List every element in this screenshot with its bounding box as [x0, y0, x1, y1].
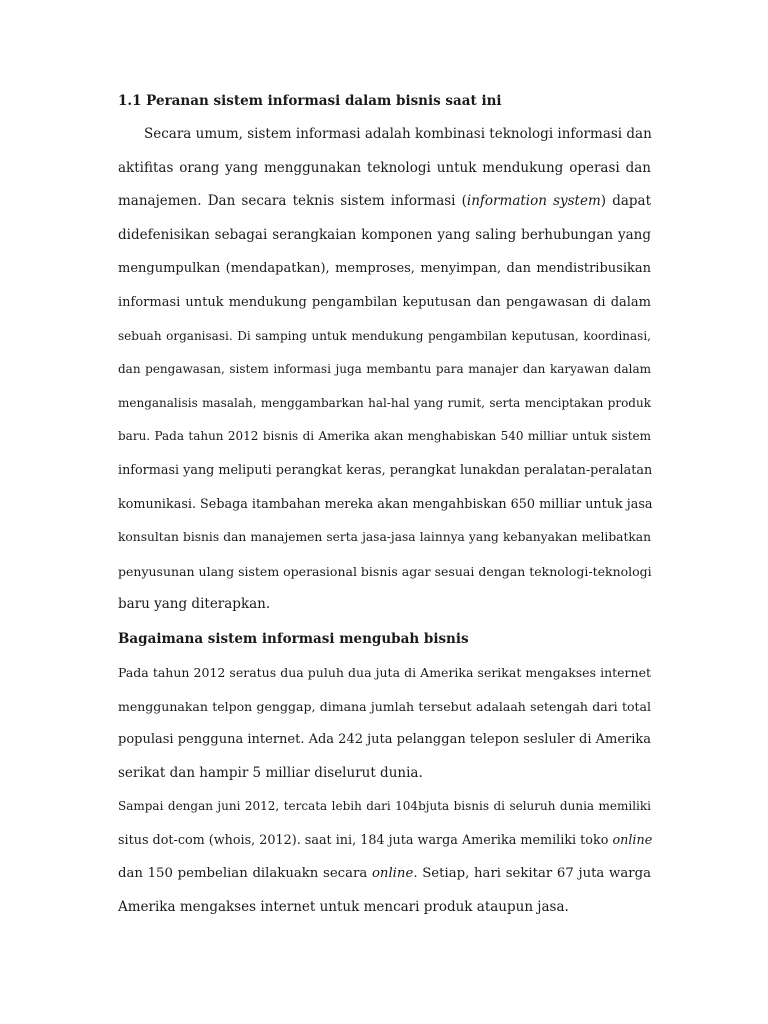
text-line: [118, 857, 651, 891]
text-run: ) dapat: [600, 193, 652, 210]
section-heading-bagaimana: Bagaimana sistem informasi mengubah bisnis: [118, 630, 469, 647]
text-line: populasi pengguna internet. Ada 242 juta pelanggan telepon sesluler di Amerika: [118, 732, 652, 748]
paragraph-internet-usage: [118, 656, 651, 790]
text-line: baru yang diterapkan.: [118, 596, 271, 613]
text-line: menggunakan telpon genggap, dimana jumlah tersebut adalaah setengah dari total: [118, 698, 651, 714]
text-line: mengumpulkan (mendapatkan), memproses, menyimpan, dan mendistribusikan: [118, 261, 651, 277]
text-line: Sampai dengan juni 2012, tercata lebih dari 104bjuta bisnis di seluruh dunia memiliki: [118, 799, 651, 814]
text-line: didefenisikan sebagai serangkaian komponen yang saling berhubungan yang: [118, 226, 651, 243]
italic-term: information system: [466, 193, 601, 210]
text-run: . Setiap, hari sekitar 67 juta warga: [413, 866, 651, 882]
text-line: komunikasi. Sebaga itambahan mereka akan mengahbiskan 650 milliar untuk jasa: [118, 496, 653, 512]
text-run: situs dot-com (whois, 2012). saat ini, 184 juta warga Amerika memiliki toko: [118, 832, 613, 848]
text-line: informasi yang meliputi perangkat keras, perangkat lunakdan peralatan-peralatan: [118, 462, 653, 478]
text-line: baru. Pada tahun 2012 bisnis di Amerika akan menghabiskan 540 milliar untuk sistem: [118, 429, 651, 444]
paragraph-peranan: [118, 118, 651, 622]
paragraph-dotcom: [118, 790, 651, 924]
text-line: [118, 185, 651, 219]
text-run: dan 150 pembelian dilakuakn secara: [118, 866, 372, 882]
text-line: Pada tahun 2012 seratus dua puluh dua juta di Amerika serikat mengakses internet: [118, 664, 651, 680]
text-line: konsultan bisnis dan manajemen serta jasa-jasa lainnya yang kebanyakan melibatkan: [118, 530, 651, 545]
text-line: aktifitas orang yang menggunakan teknologi untuk mendukung operasi dan: [118, 159, 651, 176]
text-run: Secara umum, sistem informasi adalah kombinasi teknologi informasi dan: [144, 126, 652, 142]
italic-term: online: [612, 832, 653, 848]
text-line: penyusunan ulang sistem operasional bisnis agar sesuai dengan teknologi-teknologi: [118, 563, 652, 579]
text-line: Amerika mengakses internet untuk mencari produk ataupun jasa.: [118, 899, 569, 916]
text-line: informasi untuk mendukung pengambilan keputusan dan pengawasan di dalam: [118, 294, 651, 310]
document-page: [118, 84, 651, 925]
text-line: dan pengawasan, sistem informasi juga membantu para manajer dan karyawan dalam: [118, 362, 651, 377]
text-line: serikat dan hampir 5 milliar diselurut dunia.: [118, 764, 423, 781]
text-line: menganalisis masalah, menggambarkan hal-hal yang rumit, serta menciptakan produk: [118, 395, 651, 410]
text-line: sebuah organisasi. Di samping untuk mendukung pengambilan keputusan, koordinasi,: [118, 328, 651, 343]
text-line: [118, 118, 651, 152]
section-heading-peranan: 1.1 Peranan sistem informasi dalam bisnis saat ini: [118, 93, 502, 109]
text-run: manajemen. Dan secara teknis sistem informasi (: [118, 193, 467, 210]
italic-term: online: [371, 866, 414, 882]
text-line: [118, 824, 651, 858]
